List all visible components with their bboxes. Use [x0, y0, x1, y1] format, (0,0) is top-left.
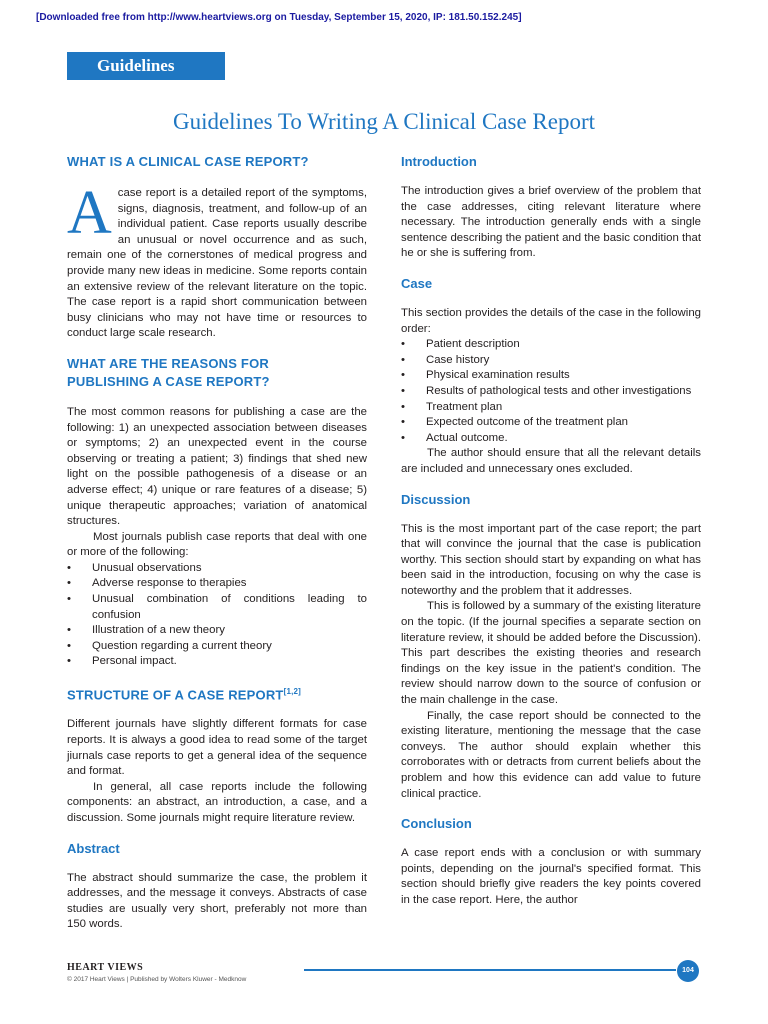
list-item: • Case history — [401, 353, 701, 369]
right-column — [401, 153, 701, 909]
discussion-paragraph: This is the most important part of the case report; the part that will convince the journal that the case is publication worthy. This section should start by expanding on what has been said in the introduction, focusing on why the case is noteworthy and the problem that it addresses. — [401, 522, 701, 597]
list-item: • Illustration of a new theory — [67, 623, 367, 639]
heading-structure-text: STRUCTURE OF A CASE REPORT — [67, 687, 284, 703]
intro-paragraph-wrap — [67, 179, 367, 342]
structure-paragraph-2: In general, all case reports include the following components: an abstract, an introduction, a case, and a discussion. Some journals might require literature review. — [67, 780, 367, 824]
reasons-list — [67, 561, 367, 670]
section-banner: Guidelines — [67, 52, 225, 80]
list-item: • Actual outcome. — [401, 431, 701, 447]
list-item: • Unusual combination of conditions leading to confusion — [67, 592, 367, 623]
page-number-badge: 104 — [677, 960, 699, 982]
list-item: • Adverse response to therapies — [67, 576, 367, 592]
heading-reasons-line2: PUBLISHING A CASE REPORT? — [67, 373, 270, 389]
list-item: • Patient description — [401, 337, 701, 353]
heading-case: Case — [401, 275, 433, 291]
conclusion-paragraph: A case report ends with a conclusion or with summary points, depending on the journal's specified format. This section should briefly give readers the key points covered in the case report. Here, the author — [401, 847, 701, 906]
discussion-paragraph-3: Finally, the case report should be connected to the existing literature, mentioning the message that the case conveys. The author should explain whether this corroborates with or detracts from current beliefs about the problem and how this evidence can add value to future clinical practice. — [401, 709, 701, 800]
introduction-paragraph: The introduction gives a brief overview of the problem that the case addresses, citing relevant literature where necessary. The introduction generally ends with a single sentence describing the patient and the basic condition that he or she is suffering from. — [401, 185, 701, 260]
list-item: • Unusual observations — [67, 561, 367, 577]
list-item: • Treatment plan — [401, 400, 701, 416]
heading-introduction: Introduction — [401, 154, 477, 169]
heading-reasons-line1: WHAT ARE THE REASONS FOR — [67, 355, 269, 371]
left-column — [67, 153, 367, 933]
list-item: • Expected outcome of the treatment plan — [401, 415, 701, 431]
list-item: • Question regarding a current theory — [67, 639, 367, 655]
download-notice[interactable]: [Downloaded free from http://www.heartviews.org on Tuesday, September 15, 2020, IP: 181.50.152.245] — [36, 12, 522, 23]
heading-conclusion: Conclusion — [401, 816, 472, 832]
discussion-paragraph-2: This is followed by a summary of the existing literature on the topic. (If the journal specifies a separate section on literature review, it should be added before the Discussion). This part describes the existing theories and research findings on the key issue in the patient's condition. The review should narrow down to the source of confusion or the main challenge in the case. — [401, 600, 701, 707]
reasons-paragraph-2: Most journals publish case reports that deal with one or more of the following: — [67, 530, 367, 559]
heading-what-is: WHAT IS A CLINICAL CASE REPORT? — [67, 154, 309, 169]
abstract-paragraph: The abstract should summarize the case, the problem it addresses, and the message it conveys. Abstracts of case studies are usually very short, preferably not more than 150 words. — [67, 871, 367, 931]
journal-logo: HEART VIEWS — [67, 962, 144, 973]
case-list — [401, 337, 701, 446]
heading-discussion: Discussion — [401, 491, 471, 507]
page-title: Guidelines To Writing A Clinical Case Report — [172, 109, 596, 134]
structure-paragraph: Different journals have slightly different formats for case reports. It is always a good idea to read some of the target jiurnals case reports to get a general idea of the sequence and format. — [67, 718, 367, 778]
intro-paragraph: case report is a detailed report of the symptoms, signs, diagnosis, treatment, and follow-up of an individual patient. Case reports usually describe an unusual or novel occurrence and as such, remain one of the cornerstones of medical progress and provide many new ideas in medicine. Some reports contain an extensive review of the relevant literature on the topic. The case report is a rapid short communication between busy clinicians who may not have time or resources to conduct large scale research. — [67, 187, 367, 340]
footer-divider — [304, 969, 676, 971]
case-paragraph: This section provides the details of the case in the following order: — [401, 306, 701, 335]
list-item: • Physical examination results — [401, 368, 701, 384]
list-item: • Personal impact. — [67, 654, 367, 670]
drop-cap: A — [67, 179, 112, 247]
case-paragraph-2: The author should ensure that all the relevant details are included and unnecessary ones excluded. — [401, 447, 701, 475]
heading-abstract: Abstract — [67, 840, 120, 856]
citation-ref[interactable]: [1,2] — [283, 687, 302, 697]
list-item: • Results of pathological tests and other investigations — [401, 384, 701, 400]
publisher-line: © 2017 Heart Views | Published by Wolters Kluwer - Medknow — [67, 976, 247, 983]
reasons-paragraph: The most common reasons for publishing a case are the following: 1) an unexpected association between diseases or symptoms; 2) an unexpected event in the course observing or treating a patient; 3) findings that shed new light on the possible pathogenesis of a disease or an adverse effect; 4) unique or rare features of a disease; 5) unique therapeutic approaches; variation of anatomical structures. — [67, 405, 367, 528]
heading-structure — [67, 683, 367, 704]
